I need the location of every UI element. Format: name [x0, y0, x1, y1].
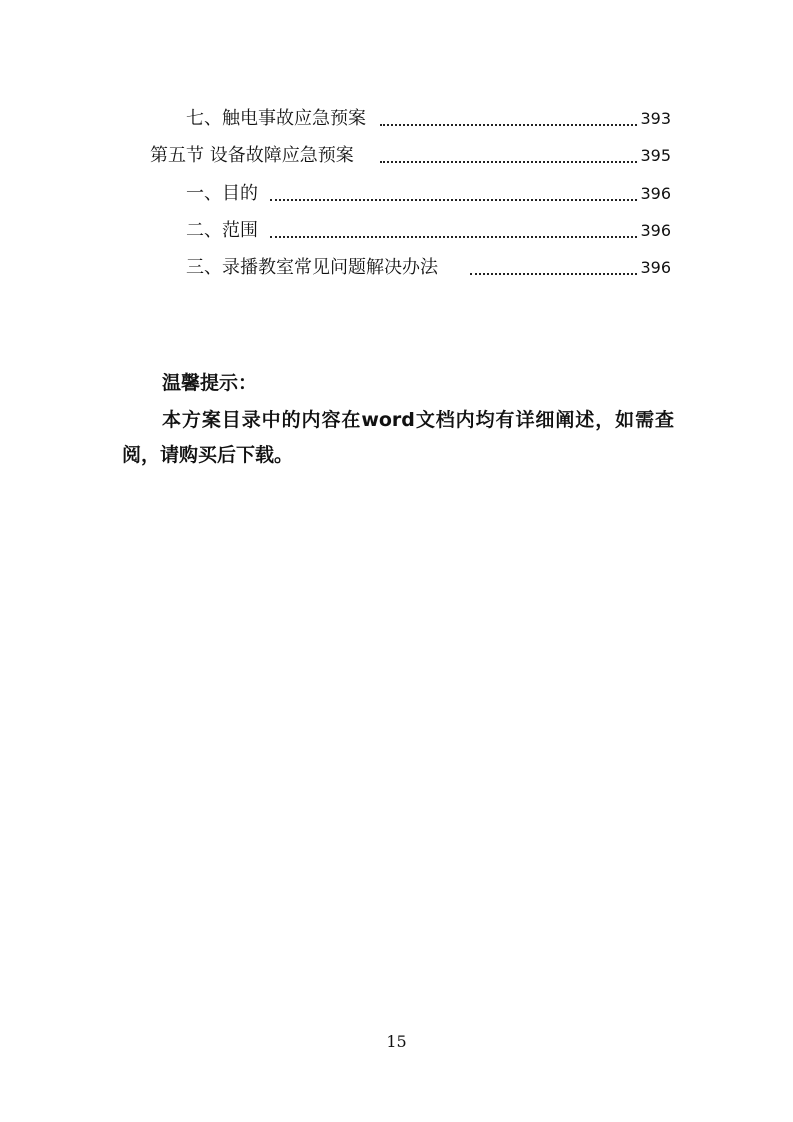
toc-entry-page: 396 [638, 254, 671, 282]
toc-entry-page: 396 [638, 180, 671, 208]
page-number: 15 [386, 1032, 407, 1051]
notice-title: 温馨提示： [162, 372, 258, 394]
toc-entry[interactable] [0, 180, 793, 208]
toc-entry-label: 一、目的 [186, 180, 260, 208]
toc-entry-page: 396 [638, 217, 671, 245]
notice-body: 本方案目录中的内容在word文档内均有详细阐述，如需查阅，请购买后下载。 [122, 409, 674, 466]
toc-dot-leader [270, 236, 637, 238]
toc-entry-label: 二、范围 [186, 217, 260, 245]
toc-entry-page: 395 [638, 142, 671, 170]
toc-dot-leader [380, 161, 637, 163]
notice-block [122, 366, 674, 473]
toc-entry[interactable] [0, 142, 793, 170]
toc-entry-label: 七、触电事故应急预案 [186, 105, 368, 133]
toc-entry-label: 第五节 设备故障应急预案 [150, 142, 356, 170]
toc-entry-page: 393 [638, 105, 671, 133]
toc-entry[interactable] [0, 217, 793, 245]
toc-dot-leader [380, 124, 637, 126]
toc-entry-label: 三、录播教室常见问题解决办法 [186, 254, 440, 282]
toc-entry[interactable] [0, 254, 793, 282]
toc-entry[interactable] [0, 105, 793, 133]
toc-dot-leader [470, 273, 637, 275]
toc-dot-leader [270, 199, 637, 201]
